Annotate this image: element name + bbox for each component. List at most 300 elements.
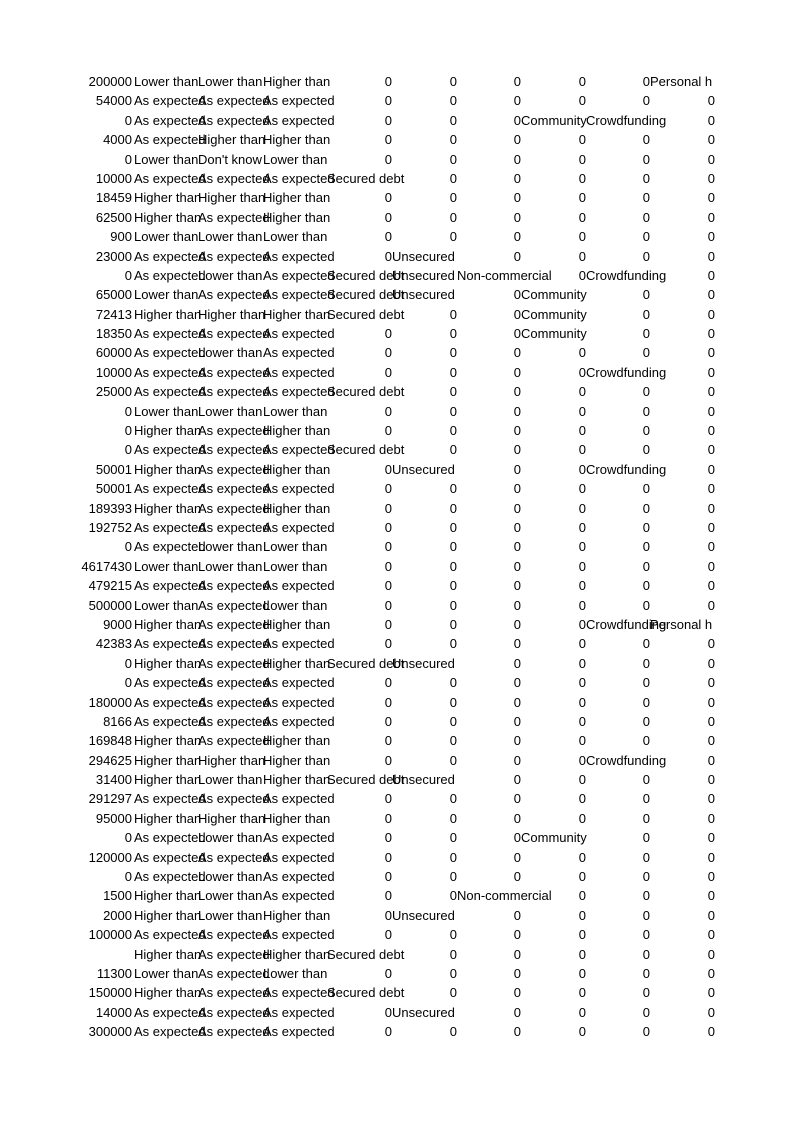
table-cell: As expected [263, 694, 335, 710]
table-cell: 0 [384, 675, 392, 691]
table-cell: Higher than [263, 616, 331, 632]
table-cell: As expected [134, 345, 206, 361]
table-cell: 0 [384, 423, 392, 439]
table-cell: 0 [707, 965, 715, 981]
table-cell: Lower than [198, 869, 263, 885]
table-cell: 23000 [95, 248, 132, 264]
table-cell: 0 [449, 442, 457, 458]
table-cell: Lower than [134, 287, 199, 303]
table-cell: 0 [449, 888, 457, 904]
table-cell: 0 [578, 345, 586, 361]
table-cell: 479215 [88, 578, 132, 594]
table-cell: Higher than [263, 907, 331, 923]
table-cell: As expected [198, 946, 270, 962]
table-cell: As expected [198, 578, 270, 594]
table-cell: 0 [513, 772, 521, 788]
table-cell: As expected [134, 1004, 206, 1020]
table-cell: 42383 [95, 636, 132, 652]
table-cell: Higher than [263, 74, 331, 89]
table-cell: 0 [384, 733, 392, 749]
table-cell: Secured debt [327, 267, 405, 283]
table-cell: 0 [513, 326, 521, 342]
table-cell: 0 [578, 694, 586, 710]
table-cell: 0 [642, 772, 650, 788]
table-cell: 0 [642, 93, 650, 109]
table-cell: 0 [642, 597, 650, 613]
table-cell: As expected [198, 849, 270, 865]
table-cell: 0 [578, 229, 586, 245]
table-cell: As expected [263, 287, 335, 303]
table-cell: 0 [642, 151, 650, 167]
table-cell: 50001 [95, 481, 132, 497]
table-cell: 0 [642, 190, 650, 206]
table-cell: 0 [384, 112, 392, 128]
table-cell: As expected [198, 985, 270, 1001]
table-cell: 0 [707, 655, 715, 671]
table-cell: Crowdfunding [586, 752, 667, 768]
table-cell: 0 [513, 481, 521, 497]
table-cell: Lower than [263, 558, 328, 574]
table-cell: 0 [578, 248, 586, 264]
table-cell: 0 [578, 539, 586, 555]
table-cell: 0 [642, 985, 650, 1001]
table-cell: 0 [513, 287, 521, 303]
table-cell: 0 [449, 403, 457, 419]
table-cell: 0 [707, 132, 715, 148]
table-cell: Non-commercial [457, 888, 552, 904]
table-cell: 0 [384, 1024, 392, 1040]
table-cell: Higher than [134, 772, 202, 788]
table-cell: 0 [707, 810, 715, 826]
table-cell: 0 [578, 810, 586, 826]
table-cell: Higher than [263, 946, 331, 962]
table-cell: 0 [513, 442, 521, 458]
table-cell: 0 [384, 849, 392, 865]
table-cell: As expected [198, 442, 270, 458]
table-cell: 0 [384, 597, 392, 613]
table-cell: 0 [513, 694, 521, 710]
table-cell: As expected [263, 791, 335, 807]
table-cell: Lower than [134, 74, 199, 89]
table-cell: 0 [642, 713, 650, 729]
table-cell: Secured debt [327, 772, 405, 788]
table-cell: 0 [124, 442, 132, 458]
table-cell: 0 [513, 578, 521, 594]
table-cell: 0 [449, 93, 457, 109]
table-cell: 0 [707, 519, 715, 535]
table-cell: 0 [449, 985, 457, 1001]
table-cell: As expected [263, 364, 335, 380]
table-cell: 0 [124, 267, 132, 283]
table-cell: Higher than [198, 810, 266, 826]
table-cell: As expected [263, 830, 335, 846]
table-cell: 0 [707, 170, 715, 186]
table-cell: 0 [513, 539, 521, 555]
table-cell: Lower than [198, 267, 263, 283]
table-cell: 0 [384, 869, 392, 885]
table-cell: Higher than [263, 733, 331, 749]
table-cell: 62500 [95, 209, 132, 225]
table-cell: 18459 [95, 190, 132, 206]
table-cell: Unsecured [392, 655, 455, 671]
table-cell: 0 [513, 403, 521, 419]
table-cell: 0 [642, 927, 650, 943]
table-cell: 0 [124, 675, 132, 691]
table-cell: 0 [578, 927, 586, 943]
table-cell: Secured debt [327, 287, 405, 303]
table-cell: 200000 [88, 74, 132, 89]
table-cell: 0 [513, 151, 521, 167]
table-cell: 0 [124, 403, 132, 419]
table-cell: 0 [707, 1004, 715, 1020]
table-cell: 0 [578, 713, 586, 729]
table-cell: 0 [642, 74, 650, 89]
table-cell: 0 [578, 93, 586, 109]
table-cell: 0 [513, 364, 521, 380]
table-cell: 0 [642, 869, 650, 885]
table-cell: As expected [198, 423, 270, 439]
table-cell: 0 [707, 423, 715, 439]
table-cell: 0 [384, 364, 392, 380]
table-cell: 0 [642, 209, 650, 225]
table-cell: As expected [134, 384, 206, 400]
table-cell: Lower than [198, 229, 263, 245]
table-cell: 0 [642, 442, 650, 458]
table-cell: As expected [134, 636, 206, 652]
table-cell: Lower than [198, 772, 263, 788]
table-cell: Lower than [263, 965, 328, 981]
table-cell: 180000 [88, 694, 132, 710]
table-cell: 0 [578, 364, 586, 380]
table-cell: Crowdfunding [586, 267, 667, 283]
table-cell: 0 [642, 810, 650, 826]
table-cell: As expected [134, 267, 206, 283]
table-cell: 0 [578, 1024, 586, 1040]
table-cell: 0 [707, 694, 715, 710]
table-cell: As expected [198, 965, 270, 981]
table-cell: Personal h [650, 74, 713, 89]
table-cell: 0 [707, 442, 715, 458]
table-cell: As expected [263, 985, 335, 1001]
table-cell: 25000 [95, 384, 132, 400]
table-cell: 0 [578, 151, 586, 167]
table-cell: Secured debt [327, 306, 405, 322]
table-cell: Unsecured [392, 287, 455, 303]
table-cell: 0 [578, 519, 586, 535]
table-cell: As expected [134, 132, 206, 148]
table-cell: 0 [384, 403, 392, 419]
table-cell: 0 [124, 869, 132, 885]
table-cell: 65000 [95, 287, 132, 303]
table-cell: 2000 [103, 907, 132, 923]
table-cell: 0 [513, 810, 521, 826]
table-cell: 192752 [88, 519, 132, 535]
table-cell: 0 [449, 849, 457, 865]
table-cell: 0 [124, 539, 132, 555]
table-cell: 0 [578, 442, 586, 458]
table-cell: 0 [707, 1024, 715, 1040]
table-cell: 0 [384, 248, 392, 264]
table-cell: 0 [707, 306, 715, 322]
table-cell: 0 [513, 345, 521, 361]
table-cell: 0 [707, 403, 715, 419]
table-cell: As expected [134, 539, 206, 555]
table-cell: As expected [198, 170, 270, 186]
table-cell: 0 [513, 423, 521, 439]
table-cell: 0 [578, 500, 586, 516]
table-cell: As expected [198, 655, 270, 671]
table-cell: 54000 [95, 93, 132, 109]
table-cell: 0 [513, 558, 521, 574]
table-cell: As expected [198, 93, 270, 109]
table-cell: 0 [578, 132, 586, 148]
table-cell: Lower than [134, 151, 199, 167]
table-cell: 0 [384, 927, 392, 943]
table-cell: 0 [642, 578, 650, 594]
table-cell: 0 [513, 1024, 521, 1040]
table-cell: Community [521, 112, 587, 128]
table-cell: Higher than [263, 209, 331, 225]
table-cell: 0 [513, 248, 521, 264]
table-cell: 0 [449, 616, 457, 632]
table-cell: 0 [384, 888, 392, 904]
table-cell: 0 [578, 190, 586, 206]
table-cell: 0 [642, 481, 650, 497]
table-cell: As expected [198, 326, 270, 342]
table-cell: 0 [513, 946, 521, 962]
table-cell: As expected [134, 442, 206, 458]
table-cell: 0 [642, 345, 650, 361]
table-cell: 0 [642, 558, 650, 574]
table-cell: 0 [449, 927, 457, 943]
table-cell: 72413 [95, 306, 132, 322]
table-cell: Community [521, 306, 587, 322]
table-cell: As expected [198, 733, 270, 749]
table-cell: As expected [263, 442, 335, 458]
table-cell: As expected [198, 481, 270, 497]
table-cell: 0 [449, 500, 457, 516]
table-cell: 18350 [95, 326, 132, 342]
table-cell: As expected [134, 675, 206, 691]
table-cell: 0 [642, 1024, 650, 1040]
table-cell: 0 [449, 1024, 457, 1040]
table-cell: 0 [707, 326, 715, 342]
table-cell: 0 [449, 190, 457, 206]
table-cell: 0 [642, 1004, 650, 1020]
table-cell: 0 [642, 170, 650, 186]
table-cell: Higher than [263, 655, 331, 671]
table-cell: 31400 [95, 772, 132, 788]
table-cell: 0 [449, 229, 457, 245]
table-cell: As expected [263, 93, 335, 109]
table-cell: 0 [513, 170, 521, 186]
table-cell: Lower than [198, 558, 263, 574]
table-cell: 0 [642, 694, 650, 710]
table-cell: Community [521, 326, 587, 342]
table-cell: 0 [384, 810, 392, 826]
table-cell: 0 [707, 287, 715, 303]
table-cell: 0 [384, 558, 392, 574]
table-cell: 300000 [88, 1024, 132, 1040]
table-cell: As expected [198, 364, 270, 380]
table-cell: 0 [449, 151, 457, 167]
table-cell: 0 [384, 461, 392, 477]
table-cell: As expected [134, 830, 206, 846]
table-cell: 0 [578, 965, 586, 981]
table-cell: Crowdfunding [586, 112, 667, 128]
table-cell: 0 [707, 578, 715, 594]
table-cell: 9000 [103, 616, 132, 632]
table-cell: 0 [578, 752, 586, 768]
table-cell: Secured debt [327, 170, 405, 186]
table-cell: Lower than [263, 229, 328, 245]
table-cell: Secured debt [327, 985, 405, 1001]
table-cell: As expected [263, 481, 335, 497]
table-cell: 0 [384, 830, 392, 846]
table-cell: Higher than [134, 907, 202, 923]
table-cell: Higher than [263, 772, 331, 788]
table-cell: 0 [707, 830, 715, 846]
table-cell: As expected [134, 519, 206, 535]
table-cell: Higher than [134, 655, 202, 671]
table-cell: As expected [198, 500, 270, 516]
table-cell: 0 [384, 907, 392, 923]
table-cell: As expected [198, 461, 270, 477]
table-cell: 0 [707, 733, 715, 749]
table-cell: Unsecured [392, 1004, 455, 1020]
table-cell: 0 [513, 461, 521, 477]
table-cell: 0 [642, 248, 650, 264]
table-cell: 0 [578, 946, 586, 962]
table-cell: As expected [263, 1004, 335, 1020]
table-cell: Higher than [263, 423, 331, 439]
table-cell: 50001 [95, 461, 132, 477]
table-cell: 0 [513, 229, 521, 245]
table-cell: 0 [578, 791, 586, 807]
table-cell: 0 [513, 733, 521, 749]
table-cell: 0 [513, 93, 521, 109]
table-cell: Lower than [134, 229, 199, 245]
table-cell: 120000 [88, 849, 132, 865]
table-cell: 0 [513, 190, 521, 206]
table-cell: As expected [134, 326, 206, 342]
table-cell: 0 [384, 616, 392, 632]
table-cell: 0 [449, 364, 457, 380]
table-cell: As expected [263, 713, 335, 729]
table-cell: 0 [707, 112, 715, 128]
table-cell: 0 [642, 132, 650, 148]
table-cell: As expected [134, 869, 206, 885]
table-cell: 0 [384, 190, 392, 206]
table-cell: 0 [384, 539, 392, 555]
table-cell: 0 [578, 558, 586, 574]
table-cell: 0 [642, 326, 650, 342]
table-cell: Lower than [198, 403, 263, 419]
table-cell: Higher than [198, 752, 266, 768]
table-cell: 60000 [95, 345, 132, 361]
table-cell: 0 [449, 170, 457, 186]
table-cell: 0 [384, 519, 392, 535]
table-cell: 0 [578, 1004, 586, 1020]
table-cell: Higher than [134, 423, 202, 439]
table-cell: 0 [449, 74, 457, 89]
table-cell: 0 [642, 675, 650, 691]
table-cell: 0 [384, 791, 392, 807]
table-cell: Crowdfunding [586, 616, 667, 632]
table-cell: 0 [384, 326, 392, 342]
table-cell: 0 [449, 423, 457, 439]
table-cell: 0 [578, 675, 586, 691]
table-cell: 0 [449, 830, 457, 846]
table-cell: 0 [642, 306, 650, 322]
table-cell: 0 [707, 500, 715, 516]
table-cell: Higher than [134, 500, 202, 516]
table-cell: 0 [384, 132, 392, 148]
table-cell: As expected [198, 287, 270, 303]
table-cell: 0 [707, 267, 715, 283]
table-cell: Lower than [198, 907, 263, 923]
table-cell: 0 [642, 500, 650, 516]
table-cell: 0 [513, 849, 521, 865]
table-cell: 0 [707, 946, 715, 962]
table-cell: Higher than [198, 190, 266, 206]
table-cell: 0 [449, 326, 457, 342]
table-cell: 0 [384, 578, 392, 594]
table-cell: Higher than [134, 461, 202, 477]
table-cell: 0 [642, 791, 650, 807]
table-cell: As expected [134, 481, 206, 497]
table-cell: 0 [513, 1004, 521, 1020]
table-cell: As expected [263, 170, 335, 186]
table-cell: Community [521, 830, 587, 846]
table-cell: Higher than [134, 888, 202, 904]
table-cell: Higher than [134, 946, 202, 962]
table-cell: Secured debt [327, 384, 405, 400]
table-cell: 0 [707, 345, 715, 361]
table-cell: 0 [449, 636, 457, 652]
table-cell: 0 [513, 907, 521, 923]
table-cell: Higher than [263, 461, 331, 477]
table-cell: 0 [707, 539, 715, 555]
table-cell: 0 [707, 772, 715, 788]
table-cell: 169848 [88, 733, 132, 749]
table-cell [66, 945, 132, 964]
table-cell: 0 [513, 636, 521, 652]
table-cell: Community [521, 287, 587, 303]
table-cell: 0 [449, 112, 457, 128]
table-cell: Don't know [198, 151, 262, 167]
table-cell: As expected [263, 888, 335, 904]
table-cell: 0 [707, 229, 715, 245]
table-cell: Higher than [134, 985, 202, 1001]
table-cell: 10000 [95, 364, 132, 380]
table-cell: Higher than [263, 190, 331, 206]
table-cell: Non-commercial [457, 267, 552, 283]
table-cell: As expected [134, 927, 206, 943]
table-cell: 0 [449, 791, 457, 807]
table-cell: 0 [707, 636, 715, 652]
table-cell: 0 [513, 985, 521, 1001]
table-cell: 0 [707, 907, 715, 923]
table-cell: As expected [134, 364, 206, 380]
table-cell: Higher than [134, 810, 202, 826]
table-cell: 0 [707, 675, 715, 691]
table-cell: As expected [134, 1024, 206, 1040]
table-cell: 10000 [95, 170, 132, 186]
table-cell: 0 [449, 578, 457, 594]
table-cell: 0 [642, 849, 650, 865]
table-cell: 0 [578, 578, 586, 594]
